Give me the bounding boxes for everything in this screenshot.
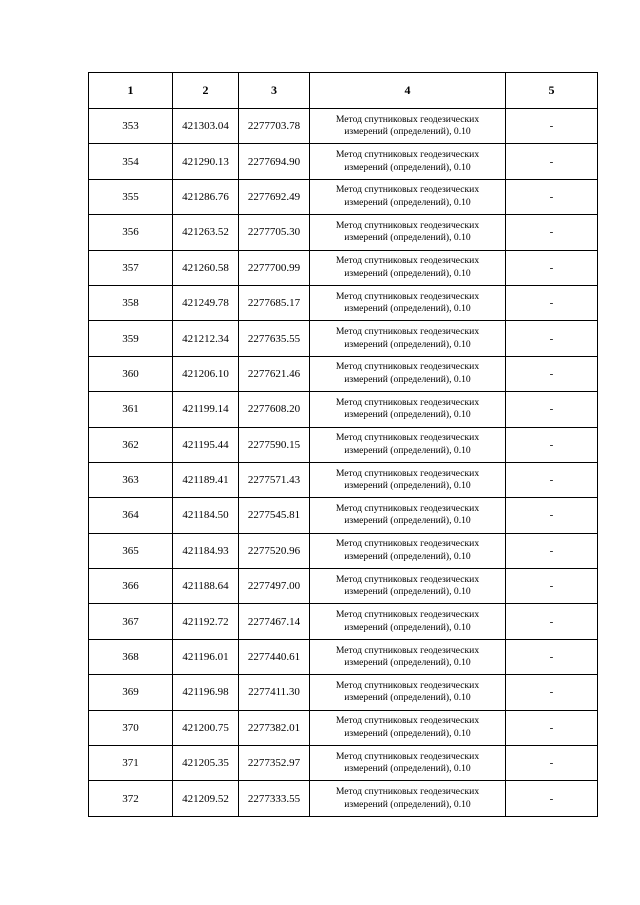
table-row xyxy=(89,356,598,391)
x-coordinate-cell: 421196.01 xyxy=(173,639,239,674)
y-coordinate-cell: 2277440.61 xyxy=(239,639,310,674)
method-cell xyxy=(310,321,506,356)
method-cell xyxy=(310,462,506,497)
note-cell: - xyxy=(506,285,598,320)
table-row xyxy=(89,144,598,179)
table-row xyxy=(89,639,598,674)
method-cell xyxy=(310,285,506,320)
table-row xyxy=(89,675,598,710)
x-coordinate-cell: 421303.04 xyxy=(173,109,239,144)
method-line-1: Метод спутниковых геодезических xyxy=(335,609,480,621)
y-coordinate-cell: 2277467.14 xyxy=(239,604,310,639)
method-line-2: измерений (определений), 0.10 xyxy=(344,657,471,669)
point-number-cell: 365 xyxy=(89,533,173,568)
point-number-cell: 354 xyxy=(89,144,173,179)
note-cell: - xyxy=(506,639,598,674)
header-col-4: 4 xyxy=(310,73,506,109)
x-coordinate-cell: 421184.93 xyxy=(173,533,239,568)
y-coordinate-cell: 2277571.43 xyxy=(239,462,310,497)
y-coordinate-cell: 2277497.00 xyxy=(239,569,310,604)
note-cell: - xyxy=(506,356,598,391)
y-coordinate-cell: 2277545.81 xyxy=(239,498,310,533)
point-number-cell: 363 xyxy=(89,462,173,497)
method-line-1: Метод спутниковых геодезических xyxy=(335,326,480,338)
method-cell xyxy=(310,569,506,604)
method-cell xyxy=(310,215,506,250)
method-cell xyxy=(310,427,506,462)
x-coordinate-cell: 421192.72 xyxy=(173,604,239,639)
note-cell: - xyxy=(506,109,598,144)
x-coordinate-cell: 421290.13 xyxy=(173,144,239,179)
x-coordinate-cell: 421200.75 xyxy=(173,710,239,745)
point-number-cell: 357 xyxy=(89,250,173,285)
y-coordinate-cell: 2277411.30 xyxy=(239,675,310,710)
method-cell xyxy=(310,710,506,745)
note-cell: - xyxy=(506,321,598,356)
x-coordinate-cell: 421189.41 xyxy=(173,462,239,497)
method-line-1: Метод спутниковых геодезических xyxy=(335,432,480,444)
method-line-1: Метод спутниковых геодезических xyxy=(335,573,480,585)
x-coordinate-cell: 421196.98 xyxy=(173,675,239,710)
y-coordinate-cell: 2277694.90 xyxy=(239,144,310,179)
point-number-cell: 362 xyxy=(89,427,173,462)
table-row xyxy=(89,285,598,320)
note-cell: - xyxy=(506,498,598,533)
point-number-cell: 370 xyxy=(89,710,173,745)
y-coordinate-cell: 2277635.55 xyxy=(239,321,310,356)
point-number-cell: 353 xyxy=(89,109,173,144)
point-number-cell: 358 xyxy=(89,285,173,320)
method-cell xyxy=(310,498,506,533)
method-cell xyxy=(310,250,506,285)
y-coordinate-cell: 2277333.55 xyxy=(239,781,310,816)
method-line-1: Метод спутниковых геодезических xyxy=(335,715,480,727)
table-row xyxy=(89,604,598,639)
y-coordinate-cell: 2277382.01 xyxy=(239,710,310,745)
x-coordinate-cell: 421195.44 xyxy=(173,427,239,462)
method-line-2: измерений (определений), 0.10 xyxy=(344,515,471,527)
method-line-2: измерений (определений), 0.10 xyxy=(344,232,471,244)
x-coordinate-cell: 421209.52 xyxy=(173,781,239,816)
point-number-cell: 371 xyxy=(89,746,173,781)
point-number-cell: 361 xyxy=(89,392,173,427)
method-line-1: Метод спутниковых геодезических xyxy=(335,502,480,514)
y-coordinate-cell: 2277608.20 xyxy=(239,392,310,427)
table-body xyxy=(89,109,598,817)
point-number-cell: 360 xyxy=(89,356,173,391)
table-row xyxy=(89,781,598,816)
method-cell xyxy=(310,144,506,179)
point-number-cell: 359 xyxy=(89,321,173,356)
method-line-2: измерений (определений), 0.10 xyxy=(344,586,471,598)
point-number-cell: 355 xyxy=(89,179,173,214)
note-cell: - xyxy=(506,569,598,604)
method-line-1: Метод спутниковых геодезических xyxy=(335,113,480,125)
method-line-2: измерений (определений), 0.10 xyxy=(344,621,471,633)
method-line-1: Метод спутниковых геодезических xyxy=(335,679,480,691)
table-row xyxy=(89,321,598,356)
method-cell xyxy=(310,675,506,710)
method-line-2: измерений (определений), 0.10 xyxy=(344,161,471,173)
method-line-2: измерений (определений), 0.10 xyxy=(344,692,471,704)
method-line-2: измерений (определений), 0.10 xyxy=(344,727,471,739)
method-line-1: Метод спутниковых геодезических xyxy=(335,149,480,161)
method-line-2: измерений (определений), 0.10 xyxy=(344,763,471,775)
method-line-2: измерений (определений), 0.10 xyxy=(344,444,471,456)
method-cell xyxy=(310,392,506,427)
y-coordinate-cell: 2277621.46 xyxy=(239,356,310,391)
method-line-1: Метод спутниковых геодезических xyxy=(335,255,480,267)
table-row xyxy=(89,498,598,533)
method-line-2: измерений (определений), 0.10 xyxy=(344,267,471,279)
method-cell xyxy=(310,639,506,674)
note-cell: - xyxy=(506,710,598,745)
x-coordinate-cell: 421260.58 xyxy=(173,250,239,285)
method-cell xyxy=(310,356,506,391)
header-col-3: 3 xyxy=(239,73,310,109)
note-cell: - xyxy=(506,250,598,285)
method-line-1: Метод спутниковых геодезических xyxy=(335,786,480,798)
table-row xyxy=(89,710,598,745)
method-cell xyxy=(310,604,506,639)
x-coordinate-cell: 421188.64 xyxy=(173,569,239,604)
y-coordinate-cell: 2277590.15 xyxy=(239,427,310,462)
note-cell: - xyxy=(506,533,598,568)
method-cell xyxy=(310,109,506,144)
table-header xyxy=(89,73,598,109)
note-cell: - xyxy=(506,462,598,497)
y-coordinate-cell: 2277703.78 xyxy=(239,109,310,144)
method-line-1: Метод спутниковых геодезических xyxy=(335,750,480,762)
method-line-1: Метод спутниковых геодезических xyxy=(335,396,480,408)
method-line-1: Метод спутниковых геодезических xyxy=(335,184,480,196)
note-cell: - xyxy=(506,144,598,179)
method-line-1: Метод спутниковых геодезических xyxy=(335,361,480,373)
note-cell: - xyxy=(506,746,598,781)
point-number-cell: 372 xyxy=(89,781,173,816)
y-coordinate-cell: 2277692.49 xyxy=(239,179,310,214)
x-coordinate-cell: 421249.78 xyxy=(173,285,239,320)
method-line-1: Метод спутниковых геодезических xyxy=(335,290,480,302)
table-row xyxy=(89,179,598,214)
table-row xyxy=(89,250,598,285)
method-cell xyxy=(310,179,506,214)
point-number-cell: 356 xyxy=(89,215,173,250)
coordinates-table xyxy=(88,72,598,817)
method-line-2: измерений (определений), 0.10 xyxy=(344,373,471,385)
header-row xyxy=(89,73,598,109)
y-coordinate-cell: 2277685.17 xyxy=(239,285,310,320)
x-coordinate-cell: 421199.14 xyxy=(173,392,239,427)
x-coordinate-cell: 421286.76 xyxy=(173,179,239,214)
method-line-2: измерений (определений), 0.10 xyxy=(344,798,471,810)
x-coordinate-cell: 421206.10 xyxy=(173,356,239,391)
point-number-cell: 366 xyxy=(89,569,173,604)
x-coordinate-cell: 421212.34 xyxy=(173,321,239,356)
method-line-1: Метод спутниковых геодезических xyxy=(335,467,480,479)
x-coordinate-cell: 421263.52 xyxy=(173,215,239,250)
method-line-1: Метод спутниковых геодезических xyxy=(335,219,480,231)
table-row xyxy=(89,215,598,250)
note-cell: - xyxy=(506,781,598,816)
point-number-cell: 367 xyxy=(89,604,173,639)
x-coordinate-cell: 421205.35 xyxy=(173,746,239,781)
y-coordinate-cell: 2277705.30 xyxy=(239,215,310,250)
header-col-1: 1 xyxy=(89,73,173,109)
method-line-1: Метод спутниковых геодезических xyxy=(335,538,480,550)
table-row xyxy=(89,109,598,144)
note-cell: - xyxy=(506,675,598,710)
table-row xyxy=(89,569,598,604)
method-cell xyxy=(310,746,506,781)
method-line-2: измерений (определений), 0.10 xyxy=(344,409,471,421)
method-line-2: измерений (определений), 0.10 xyxy=(344,338,471,350)
method-cell xyxy=(310,781,506,816)
method-line-2: измерений (определений), 0.10 xyxy=(344,303,471,315)
method-cell xyxy=(310,533,506,568)
table-row xyxy=(89,462,598,497)
header-col-2: 2 xyxy=(173,73,239,109)
table-row xyxy=(89,533,598,568)
table-row xyxy=(89,392,598,427)
header-col-5: 5 xyxy=(506,73,598,109)
x-coordinate-cell: 421184.50 xyxy=(173,498,239,533)
point-number-cell: 369 xyxy=(89,675,173,710)
method-line-2: измерений (определений), 0.10 xyxy=(344,126,471,138)
method-line-1: Метод спутниковых геодезических xyxy=(335,644,480,656)
table-row xyxy=(89,427,598,462)
y-coordinate-cell: 2277700.99 xyxy=(239,250,310,285)
y-coordinate-cell: 2277520.96 xyxy=(239,533,310,568)
method-line-2: измерений (определений), 0.10 xyxy=(344,196,471,208)
note-cell: - xyxy=(506,179,598,214)
y-coordinate-cell: 2277352.97 xyxy=(239,746,310,781)
point-number-cell: 368 xyxy=(89,639,173,674)
method-line-2: измерений (определений), 0.10 xyxy=(344,480,471,492)
note-cell: - xyxy=(506,427,598,462)
note-cell: - xyxy=(506,604,598,639)
note-cell: - xyxy=(506,392,598,427)
point-number-cell: 364 xyxy=(89,498,173,533)
method-line-2: измерений (определений), 0.10 xyxy=(344,550,471,562)
note-cell: - xyxy=(506,215,598,250)
table-row xyxy=(89,746,598,781)
